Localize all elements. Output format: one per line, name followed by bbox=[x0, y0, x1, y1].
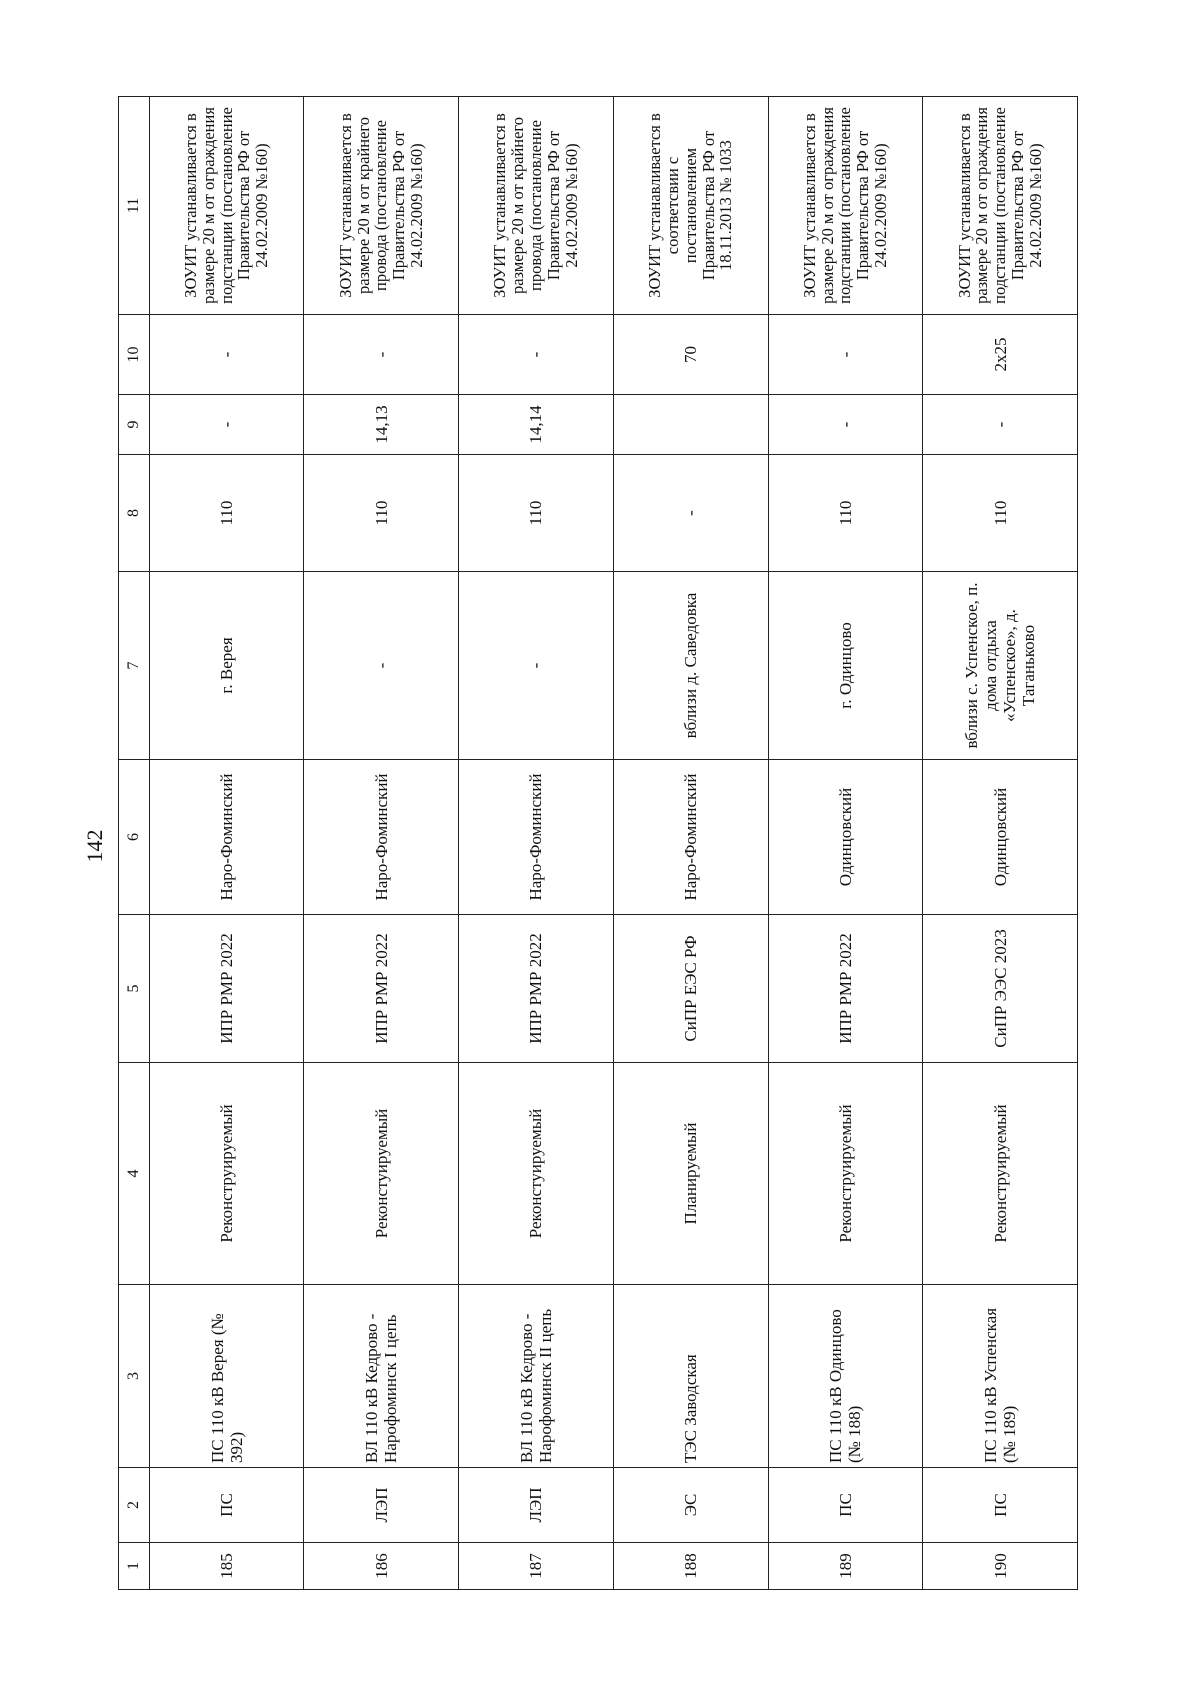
protection-zone-cell: ЗОУИТ устанавливается в размере 20 м от ограждения подстанции (постановление Правительства РФ от 24.02.2009 №160) bbox=[768, 97, 923, 315]
object-type-cell: ЛЭП bbox=[459, 1468, 614, 1543]
district-cell: Одинцовский bbox=[768, 760, 923, 915]
location-cell: г. Верея bbox=[149, 572, 304, 760]
header-cell: 1 bbox=[119, 1543, 150, 1590]
header-cell: 5 bbox=[119, 915, 150, 1063]
district-cell: Одинцовский bbox=[923, 760, 1078, 915]
header-cell: 4 bbox=[119, 1063, 150, 1285]
object-type-cell: ПС bbox=[149, 1468, 304, 1543]
header-cell: 3 bbox=[119, 1285, 150, 1468]
table-row bbox=[149, 97, 304, 1590]
voltage-cell: 110 bbox=[923, 455, 1078, 572]
protection-zone-cell: ЗОУИТ устанавливается в размере 20 м от ограждения подстанции (постановление Правительства РФ от 24.02.2009 №160) bbox=[149, 97, 304, 315]
header-cell: 2 bbox=[119, 1468, 150, 1543]
source-document-cell: СиПР ЭЭС 2023 bbox=[923, 915, 1078, 1063]
length-cell: 14,14 bbox=[459, 395, 614, 455]
header-cell: 10 bbox=[119, 315, 150, 395]
object-name-cell: ПС 110 кВ Успенская (№ 189) bbox=[923, 1285, 1078, 1468]
status-cell: Реконстуируемый bbox=[304, 1063, 459, 1285]
protection-zone-cell: ЗОУИТ устанавливается в размере 20 м от крайнего провода (постановление Правительства РФ от 24.02.2009 №160) bbox=[304, 97, 459, 315]
status-cell: Реконструируемый bbox=[149, 1063, 304, 1285]
district-cell: Наро-Фоминский bbox=[149, 760, 304, 915]
status-cell: Планируемый bbox=[613, 1063, 768, 1285]
capacity-cell: - bbox=[304, 315, 459, 395]
rotated-sheet bbox=[118, 97, 1078, 1590]
district-cell: Наро-Фоминский bbox=[304, 760, 459, 915]
row-number-cell: 187 bbox=[459, 1543, 614, 1590]
table-row bbox=[459, 97, 614, 1590]
voltage-cell: 110 bbox=[304, 455, 459, 572]
object-type-cell: ЭС bbox=[613, 1468, 768, 1543]
object-type-cell: ПС bbox=[768, 1468, 923, 1543]
location-cell: вблизи с. Успенское, п. дома отдыха «Успенское», д. Таганьково bbox=[923, 572, 1078, 760]
location-cell: вблизи д. Саведовка bbox=[613, 572, 768, 760]
location-cell: - bbox=[304, 572, 459, 760]
source-document-cell: ИПР РМР 2022 bbox=[149, 915, 304, 1063]
capacity-cell: - bbox=[768, 315, 923, 395]
table-row bbox=[304, 97, 459, 1590]
capacity-cell: 2х25 bbox=[923, 315, 1078, 395]
header-cell: 11 bbox=[119, 97, 150, 315]
voltage-cell: 110 bbox=[768, 455, 923, 572]
object-name-cell: ТЭС Заводская bbox=[613, 1285, 768, 1468]
source-document-cell: ИПР РМР 2022 bbox=[459, 915, 614, 1063]
length-cell: - bbox=[768, 395, 923, 455]
object-name-cell: ВЛ 110 кВ Кедрово - Нарофоминск I цепь bbox=[304, 1285, 459, 1468]
object-type-cell: ЛЭП bbox=[304, 1468, 459, 1543]
status-cell: Реконстуируемый bbox=[459, 1063, 614, 1285]
row-number-cell: 190 bbox=[923, 1543, 1078, 1590]
header-cell: 7 bbox=[119, 572, 150, 760]
length-cell: - bbox=[149, 395, 304, 455]
table-row bbox=[923, 97, 1078, 1590]
district-cell: Наро-Фоминский bbox=[613, 760, 768, 915]
capacity-cell: - bbox=[149, 315, 304, 395]
length-cell bbox=[613, 395, 768, 455]
voltage-cell: 110 bbox=[459, 455, 614, 572]
status-cell: Реконструируемый bbox=[768, 1063, 923, 1285]
protection-zone-cell: ЗОУИТ устанавливается в соответсвии с постановлением Правительства РФ от 18.11.2013 № 1033 bbox=[613, 97, 768, 315]
object-name-cell: ВЛ 110 кВ Кедрово - Нарофоминск II цепь bbox=[459, 1285, 614, 1468]
header-cell: 9 bbox=[119, 395, 150, 455]
location-cell: - bbox=[459, 572, 614, 760]
voltage-cell: 110 bbox=[149, 455, 304, 572]
capacity-cell: - bbox=[459, 315, 614, 395]
location-cell: г. Одинцово bbox=[768, 572, 923, 760]
source-document-cell: ИПР РМР 2022 bbox=[304, 915, 459, 1063]
source-document-cell: ИПР РМР 2022 bbox=[768, 915, 923, 1063]
length-cell: 14,13 bbox=[304, 395, 459, 455]
header-cell: 8 bbox=[119, 455, 150, 572]
source-document-cell: СиПР ЕЭС РФ bbox=[613, 915, 768, 1063]
protection-zone-cell: ЗОУИТ устанавливается в размере 20 м от ограждения подстанции (постановление Правительства РФ от 24.02.2009 №160) bbox=[923, 97, 1078, 315]
protection-zone-cell: ЗОУИТ устанавливается в размере 20 м от крайнего провода (постановление Правительства РФ от 24.02.2009 №160) bbox=[459, 97, 614, 315]
status-cell: Реконструируемый bbox=[923, 1063, 1078, 1285]
length-cell: - bbox=[923, 395, 1078, 455]
object-name-cell: ПС 110 кВ Верея (№ 392) bbox=[149, 1285, 304, 1468]
object-name-cell: ПС 110 кВ Одинцово (№ 188) bbox=[768, 1285, 923, 1468]
row-number-cell: 188 bbox=[613, 1543, 768, 1590]
page-number: 142 bbox=[82, 829, 107, 863]
district-cell: Наро-Фоминский bbox=[459, 760, 614, 915]
capacity-cell: 70 bbox=[613, 315, 768, 395]
header-number-row bbox=[119, 97, 150, 1590]
row-number-cell: 185 bbox=[149, 1543, 304, 1590]
table-row bbox=[768, 97, 923, 1590]
table-row bbox=[613, 97, 768, 1590]
row-number-cell: 189 bbox=[768, 1543, 923, 1590]
objects-table bbox=[118, 96, 1078, 1590]
row-number-cell: 186 bbox=[304, 1543, 459, 1590]
object-type-cell: ПС bbox=[923, 1468, 1078, 1543]
header-cell: 6 bbox=[119, 760, 150, 915]
voltage-cell: - bbox=[613, 455, 768, 572]
